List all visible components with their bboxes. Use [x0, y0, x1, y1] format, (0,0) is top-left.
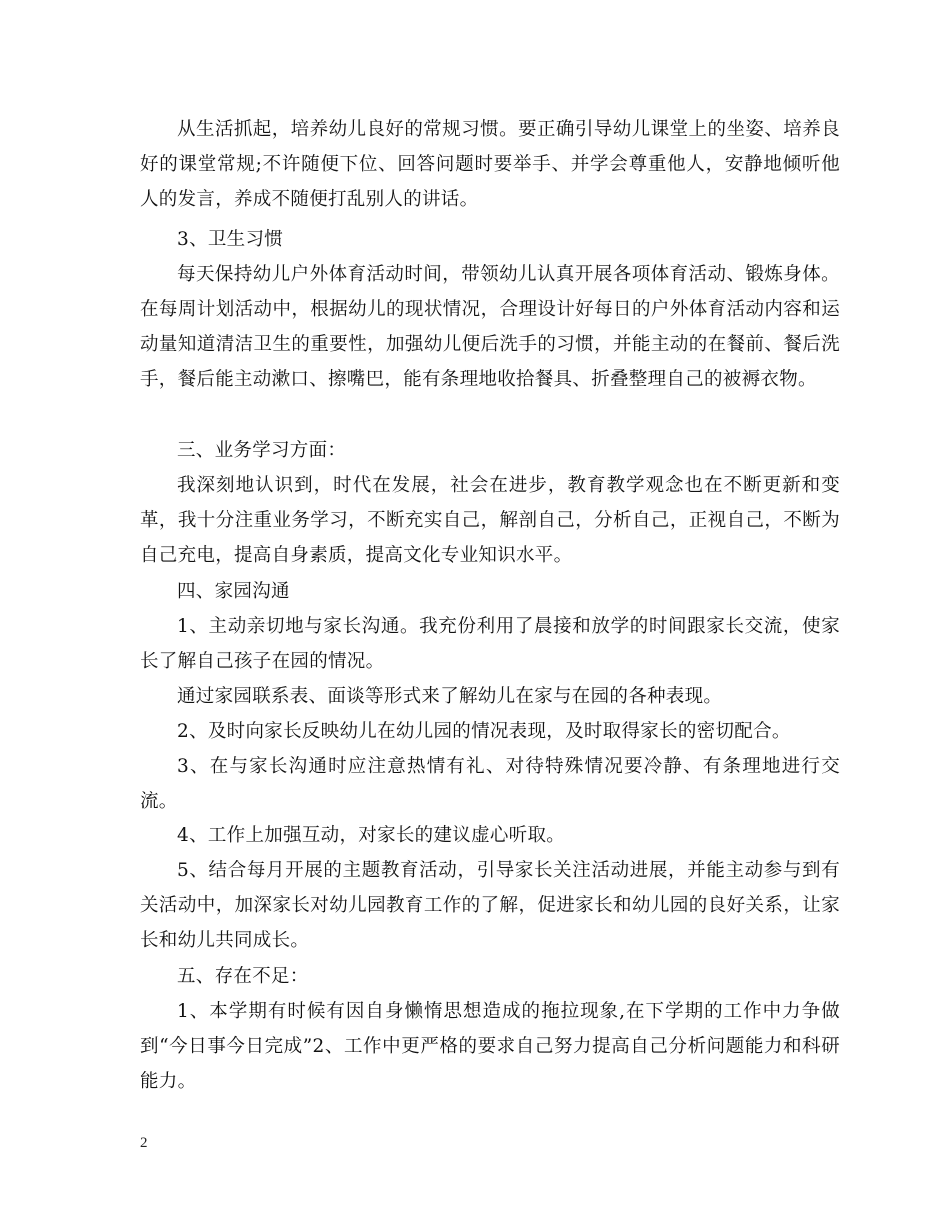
heading-home-school-communication: 四、家园沟通: [177, 581, 290, 602]
paragraph-shortcomings: 1、本学期有时候有因自身懒惰思想造成的拖拉现象,在下学期的工作中力争做到“今日事今日完成”2、工作中更严格的要求自己努力提高自己分析问题能力和科研能力。: [140, 1001, 840, 1092]
paragraph-business-study: 我深刻地认识到，时代在发展，社会在进步，教育教学观念也在不断更新和变革，我十分注重业务学习，不断充实自己，解剖自己，分析自己，正视自己，不断为自己充电，提高自身素质，提高文化专业知识水平。: [140, 475, 840, 566]
heading-hygiene-habits: 3、卫生习惯: [177, 229, 284, 250]
paragraph-communication-3: 3、在与家长沟通时应注意热情有礼、对待特殊情况要冷静、有条理地进行交流。: [140, 756, 840, 812]
page-number: 2: [140, 1135, 148, 1151]
heading-shortcomings: 五、存在不足：: [177, 966, 309, 987]
paragraph-communication-5: 5、结合每月开展的主题教育活动，引导家长关注活动进展，并能主动参与到有关活动中，加深家长对幼儿园教育工作的了解，促进家长和幼儿园的良好关系，让家长和幼儿共同成长。: [140, 860, 840, 951]
paragraph-communication-1: 1、主动亲切地与家长沟通。我充份利用了晨接和放学的时间跟家长交流，使家长了解自己孩子在园的情况。: [140, 616, 840, 672]
paragraph-hygiene: 每天保持幼儿户外体育活动时间，带领幼儿认真开展各项体育活动、锻炼身体。在每周计划活动中，根据幼儿的现状情况，合理设计好每日的户外体育活动内容和运动量知道清洁卫生的重要性，加强幼儿便后洗手的习惯，并能主动的在餐前、餐后洗手，餐后能主动漱口、擦嘴巴，能有条理地收拾餐具、折叠整理自己的被褥衣物。: [140, 264, 840, 390]
paragraph-communication-4: 4、工作上加强互动，对家长的建议虚心听取。: [177, 825, 566, 846]
paragraph-communication-2: 2、及时向家长反映幼儿在幼儿园的情况表现，及时取得家长的密切配合。: [177, 721, 791, 742]
paragraph-contact-forms: 通过家园联系表、面谈等形式来了解幼儿在家与在园的各种表现。: [177, 686, 723, 707]
heading-business-study: 三、业务学习方面：: [177, 440, 347, 461]
paragraph-routine-habits: 从生活抓起，培养幼儿良好的常规习惯。要正确引导幼儿课堂上的坐姿、培养良好的课堂常规;不许随便下位、回答问题时要举手、并学会尊重他人，安静地倾听他人的发言，养成不随便打乱别人的讲话。: [140, 119, 840, 210]
